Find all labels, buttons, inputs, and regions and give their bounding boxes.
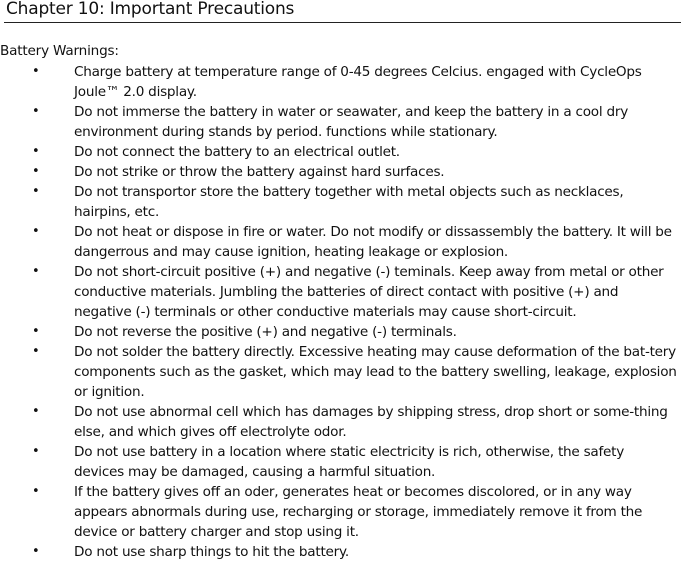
warning-item [0, 162, 681, 182]
warning-list [0, 62, 681, 562]
warning-text: Do not short-circuit positive (+) and negative (-) teminals. Keep away from metal or other conductive materials. Jumbling the batteries of direct contact with positive (+) and negative (-) terminals or other conductive materials may cause short-circuit. [74, 264, 664, 320]
bullet-icon: • [32, 544, 40, 559]
warning-item [0, 142, 681, 162]
warning-text: Do not use sharp things to hit the battery. [74, 544, 349, 560]
warning-text: Do not use abnormal cell which has damages by shipping stress, drop short or some-thing else, and which gives off electrolyte odor. [74, 404, 668, 440]
bullet-icon: • [32, 164, 40, 179]
warning-item [0, 402, 681, 442]
bullet-icon: • [32, 324, 40, 339]
page-header [4, 0, 681, 23]
warning-text: Do not solder the battery directly. Excessive heating may cause deformation of the bat-tery components such as the gasket, which may lead to the battery swelling, leakage, explosion or ignition. [74, 344, 677, 400]
warning-text: Charge battery at temperature range of 0-45 degrees Celcius. engaged with CycleOps Joule™ 2.0 display. [74, 64, 642, 100]
bullet-icon: • [32, 344, 40, 359]
warning-text: Do not use battery in a location where static electricity is rich, otherwise, the safety devices may be damaged, causing a harmful situation. [74, 444, 625, 480]
chapter-title: Chapter 10: Important Precautions [6, 0, 295, 19]
warning-text: Do not immerse the battery in water or seawater, and keep the battery in a cool dry environment during stands by period. functions while stationary. [74, 104, 628, 140]
warning-text: Do not heat or dispose in fire or water. Do not modify or dissassembly the battery. It will be dangerrous and may cause ignition, heating leakage or explosion. [74, 224, 672, 260]
bullet-icon: • [32, 64, 40, 79]
bullet-icon: • [32, 404, 40, 419]
bullet-icon: • [32, 484, 40, 499]
warning-item [0, 542, 681, 562]
warning-text: Do not connect the battery to an electrical outlet. [74, 144, 400, 160]
bullet-icon: • [32, 104, 40, 119]
bullet-icon: • [32, 444, 40, 459]
bullet-icon: • [32, 264, 40, 279]
warning-item [0, 342, 681, 402]
warning-item [0, 222, 681, 262]
warning-item [0, 62, 681, 102]
bullet-icon: • [32, 184, 40, 199]
warning-item [0, 102, 681, 142]
warning-text: If the battery gives off an oder, generates heat or becomes discolored, or in any way appears abnormals during use, recharging or storage, immediately remove it from the device or battery charger and stop using it. [74, 484, 643, 540]
bullet-icon: • [32, 144, 40, 159]
bullet-icon: • [32, 224, 40, 239]
section-heading: Battery Warnings: [0, 43, 119, 59]
warning-text: Do not strike or throw the battery against hard surfaces. [74, 164, 445, 180]
warning-text: Do not reverse the positive (+) and negative (-) terminals. [74, 324, 457, 340]
warning-item [0, 442, 681, 482]
warning-item [0, 262, 681, 322]
warning-item [0, 322, 681, 342]
warning-item [0, 182, 681, 222]
warning-text: Do not transportor store the battery together with metal objects such as necklaces, hairpins, etc. [74, 184, 624, 220]
warning-item [0, 482, 681, 542]
